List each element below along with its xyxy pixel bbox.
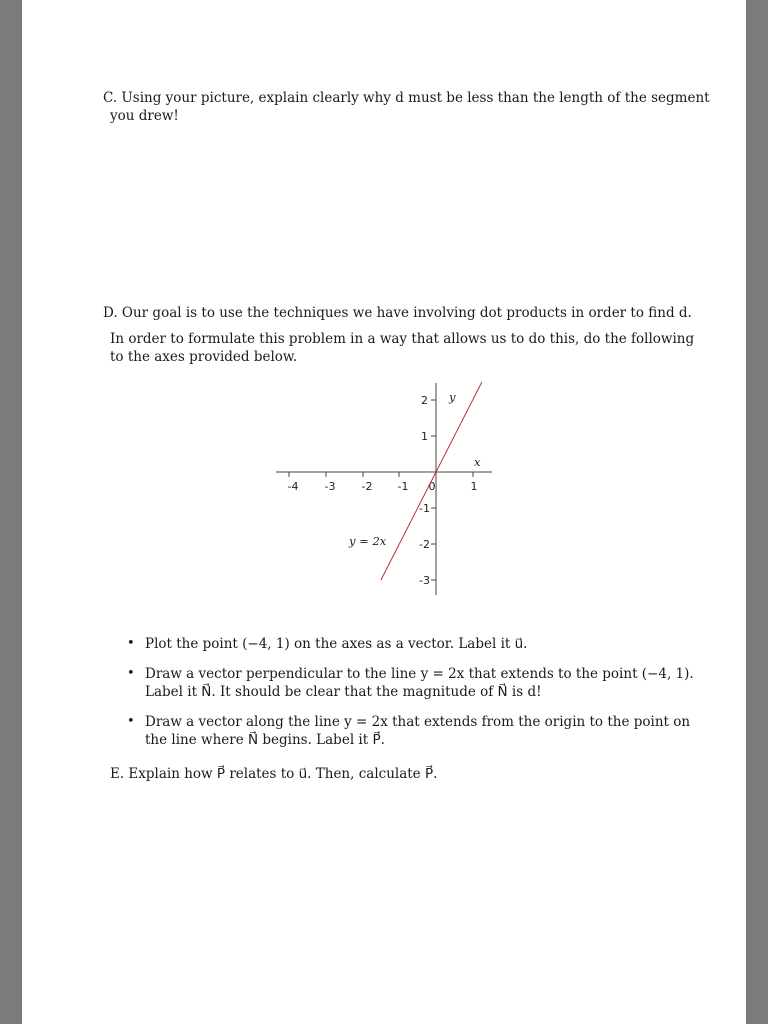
y-axis-label: y xyxy=(449,390,456,404)
x-tick-label: -4 xyxy=(287,480,299,493)
x-tick-label: 0 xyxy=(428,480,436,493)
x-axis-label: x xyxy=(474,455,481,469)
bullet-2-line-1: Draw a vector perpendicular to the line y = 2x that extends to the point (−4, 1). xyxy=(145,666,694,682)
part-c-line-2: you drew! xyxy=(110,108,179,124)
bullet-2-line-2: Label it N⃗. It should be clear that the magnitude of N⃗ is d! xyxy=(145,684,542,700)
part-c-line-1: C. Using your picture, explain clearly why d must be less than the length of the segment xyxy=(103,90,710,106)
bullet-3-line-1: Draw a vector along the line y = 2x that extends from the origin to the point on xyxy=(145,714,691,730)
y-tick-label: -3 xyxy=(419,574,430,587)
y-tick-label: -1 xyxy=(419,502,430,515)
bullet-dot: • xyxy=(127,636,135,651)
line-y-equals-2x xyxy=(381,382,482,580)
bullet-dot: • xyxy=(127,714,135,729)
x-tick-label: -2 xyxy=(361,480,373,493)
y-tick-label: -2 xyxy=(419,538,430,551)
part-d-line-3: to the axes provided below. xyxy=(110,349,298,365)
bullet-3-line-2: the line where N⃗ begins. Label it P⃗. xyxy=(145,732,385,748)
part-d-line-1: D. Our goal is to use the techniques we have involving dot products in order to find d. xyxy=(103,305,692,321)
bullet-1-line-1: Plot the point (−4, 1) on the axes as a vector. Label it u⃗. xyxy=(145,636,528,652)
part-e-line-1: E. Explain how P⃗ relates to u⃗. Then, calculate P⃗. xyxy=(110,766,438,782)
bullet-dot: • xyxy=(127,666,135,681)
line-label: y = 2x xyxy=(349,534,387,548)
x-tick-label: -3 xyxy=(324,480,336,493)
part-d-line-2: In order to formulate this problem in a way that allows us to do this, do the following xyxy=(110,331,695,347)
y-tick-label: 1 xyxy=(421,430,428,443)
x-tick-label: -1 xyxy=(397,480,409,493)
y-tick-label: 2 xyxy=(421,394,428,407)
x-tick-label: 1 xyxy=(470,480,478,493)
